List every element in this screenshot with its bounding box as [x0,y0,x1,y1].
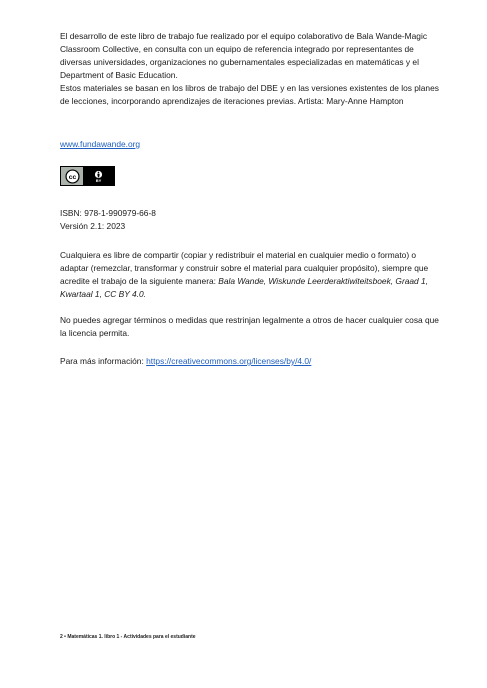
license-url-link[interactable]: https://creativecommons.org/licenses/by/4.0/ [146,356,312,366]
footer-separator: • [64,634,66,640]
cc-icon [61,167,83,185]
more-info-paragraph [60,355,440,368]
page-footer [60,633,196,641]
credits-paragraph [60,30,440,108]
footer-title: Matemáticas 1. libro 1 - Actividades para el estudiante [67,634,196,640]
isbn: ISBN: 978-1-990979-66-8 [60,208,156,218]
attribution-text: Bala Wande, Wiskunde Leerderaktiwiteitsboek, Graad 1, Kwartaal 1, CC BY 4.0. [60,276,429,299]
by-section [83,167,114,185]
cc-by-license-badge[interactable] [60,166,115,186]
website-link[interactable]: www.fundawande.org [60,139,141,149]
restriction-paragraph: No puedes agregar términos o medidas que restrinjan legalmente a otros de hacer cualquier cosa que la licencia permita. [60,315,439,338]
credits-line-1: El desarrollo de este libro de trabajo fue realizado por el equipo colaborativo de Bala Wande-Magic Classroom Collective, en consulta con un equipo de referencia integrado por representantes de diversas universidades, organizaciones no gubernamentales especializadas en matemáticas y el Department of Basic Education. [60,31,428,80]
by-label: BY [95,177,102,183]
more-info-label: Para más información: [60,356,147,366]
edition-info [60,207,440,233]
license-paragraph [60,249,440,301]
license-main-text: Cualquiera es libre de compartir (copiar y redistribuir el material en cualquier medio o formato) o adaptar (remezclar, transformar y construir sobre el material para cualquier propósito), siempre que acredite el trabajo de la siguiente manera: [60,250,429,286]
version: Versión 2.1: 2023 [60,221,126,231]
credits-line-2: Estos materiales se basan en los libros de trabajo del DBE y en las versiones existentes de los planes de lecciones, incorporando aprendizajes de iteraciones previas. Artista: Mary-Anne Hampton [60,83,439,106]
svg-text:cc: cc [68,173,76,181]
website-paragraph [60,138,440,151]
page-number: 2 [60,634,63,640]
